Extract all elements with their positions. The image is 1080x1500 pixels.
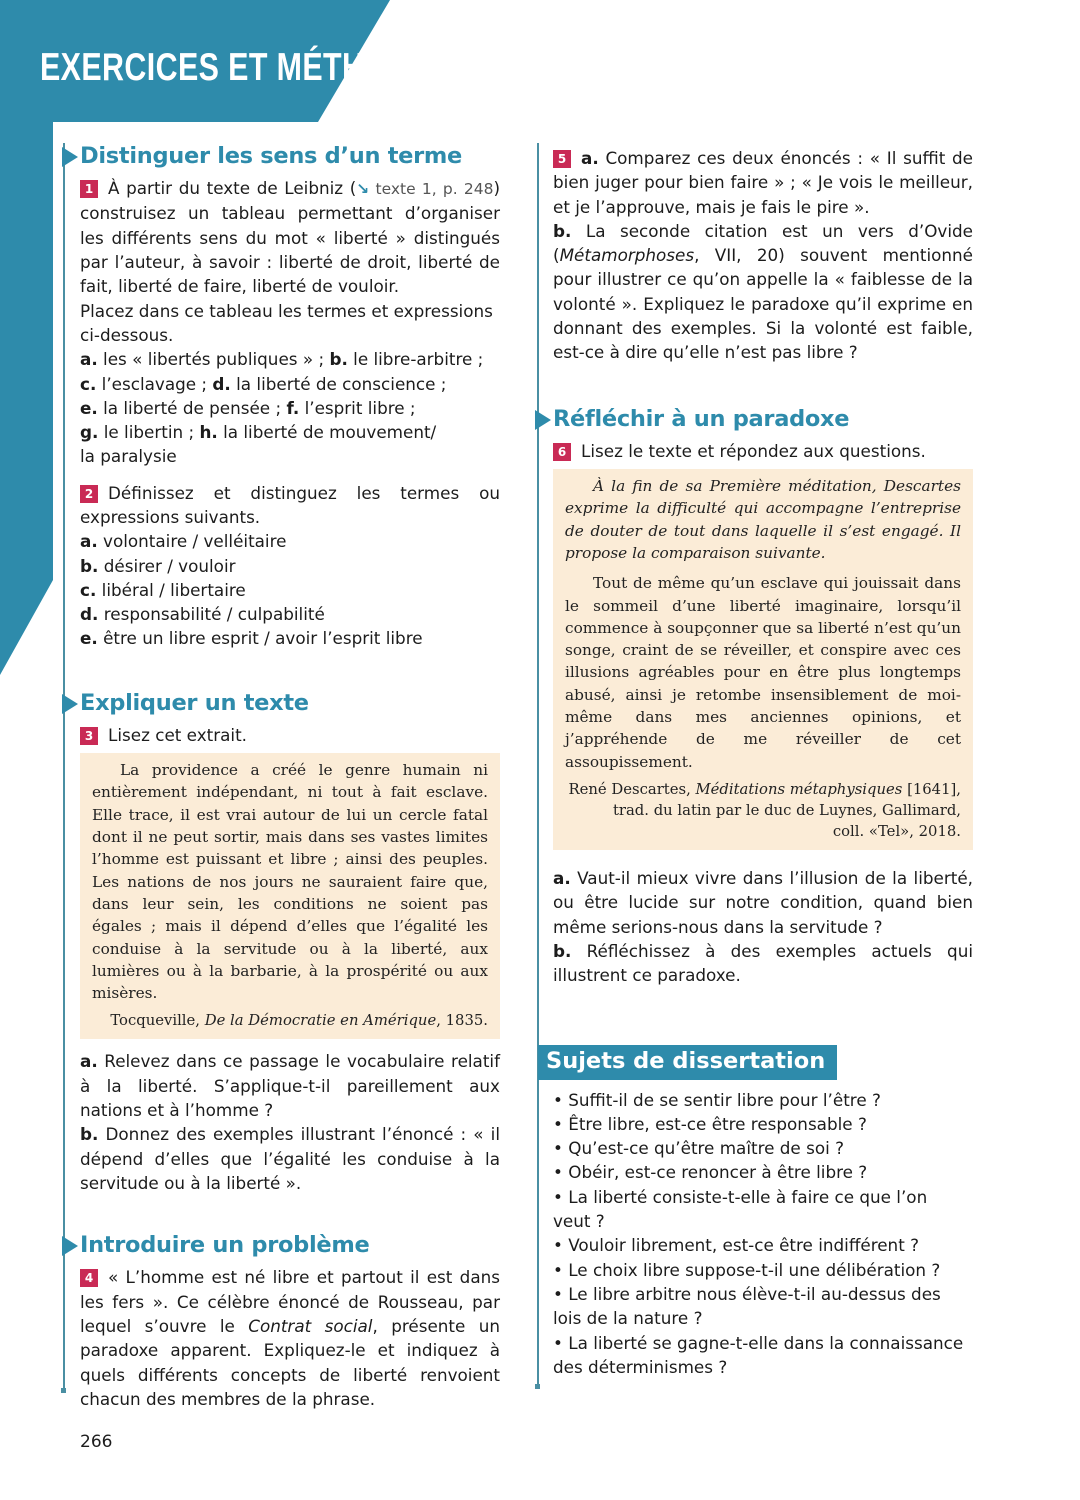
list-line: la paralysie: [80, 446, 177, 467]
exercise-2: 2 Définissez et distinguez les termes ou expressions suivants.: [80, 482, 500, 527]
list-item: • Le choix libre suppose-t-il une délibération ?: [553, 1259, 941, 1280]
dissertation-heading: Sujets de dissertation: [538, 1045, 837, 1079]
triangle-marker-icon: [535, 410, 551, 430]
question-a: a. Relevez dans ce passage le vocabulaire relatif à la liberté. S’applique-t-il pareillement aux nations et à l’homme ?: [80, 1051, 500, 1121]
exercise-number: 6: [553, 443, 571, 461]
page-title: EXERCICES ET MÉTHODES: [40, 46, 453, 89]
list-line: b. désirer / vouloir: [80, 555, 236, 576]
list-line: d. responsabilité / culpabilité: [80, 604, 325, 625]
rule-end-dot: [61, 1388, 66, 1393]
list-item: • La liberté consiste-t-elle à faire ce que l’on veut ?: [553, 1186, 928, 1232]
exercise-1-list: [80, 347, 500, 468]
list-line: e. la liberté de pensée ; f. l’esprit libre ;: [80, 397, 416, 418]
quote-source: Tocqueville, De la Démocratie en Amérique, 1835.: [110, 1012, 488, 1030]
triangle-marker-icon: [62, 1236, 78, 1256]
quote-box: [80, 753, 500, 1039]
exercise-1-instruction: Placez dans ce tableau les termes et expressions ci-dessous.: [80, 300, 493, 345]
exercise-5-a: 5 a. Comparez ces deux énoncés : « Il suffit de bien juger pour bien faire » ; « Je vois le meilleur, et je l’approuve, mais je fais le pire ».: [553, 148, 973, 217]
exercise-number: 5: [553, 150, 571, 168]
right-column: [546, 146, 973, 1379]
quote-box: [553, 469, 973, 850]
left-column: [80, 142, 500, 1411]
exercise-6: 6 Lisez le texte et répondez aux questions.: [553, 439, 973, 463]
list-item: • Être libre, est-ce être responsable ?: [553, 1113, 867, 1134]
exercise-number: 4: [80, 1269, 98, 1287]
triangle-marker-icon: [62, 694, 78, 714]
list-item: • Obéir, est-ce renoncer à être libre ?: [553, 1162, 868, 1183]
page-number: 266: [80, 1432, 113, 1452]
list-line: e. être un libre esprit / avoir l’esprit libre: [80, 628, 423, 649]
exercise-number: 1: [80, 180, 98, 198]
question-b: b. Donnez des exemples illustrant l’énoncé : « il dépend d’elles que l’égalité les conduise à la servitude ou à la liberté ».: [80, 1124, 500, 1193]
arrow-down-right-icon: ↘: [356, 180, 370, 199]
exercise-4: 4 « L’homme est né libre et partout il est dans les fers ». Ce célèbre énoncé de Rousseau, par lequel s’ouvre le Contrat social, présente un paradoxe apparent. Expliquez-le et indiquez à quels différents concepts de liberté renvoient chacun des membres de la phrase.: [80, 1267, 500, 1409]
list-line: a. volontaire / velléitaire: [80, 531, 287, 552]
quote-intro: À la fin de sa Première méditation, Descartes exprime la difficulté qui accompagne l’entreprise de douter de tout dans laquelle il s’est engagé. Il propose la comparaison suivante.: [565, 477, 961, 562]
right-column-rule: [537, 143, 539, 1388]
question-a: a. Vaut-il mieux vivre dans l’illusion de la liberté, ou être lucide sur notre condition, quand bien même serions-nous dans la servitude ?: [553, 867, 973, 937]
left-column-rule: [63, 143, 65, 1391]
quote-text: La providence a créé le genre humain ni entièrement indépendant, ni tout à fait esclave. Elle trace, il est vrai autour de lui un cercle fatal dont il ne peut sortir, mais dans ses vastes limites l’homme est puissant et libre ; ainsi des peuples. Les nations de nos jours ne sauraient faire que, dans leur sein, les conditions ne soient pas égales ; mais il dépend d’elles que l’égalité les conduise à la servitude ou à la liberté, aux lumières ou à la barbarie, à la prospérité ou aux misères.: [92, 761, 488, 1003]
list-line: a. les « libertés publiques » ; b. le libre-arbitre ;: [80, 349, 484, 370]
list-item: • Vouloir librement, est-ce être indifférent ?: [553, 1235, 920, 1256]
cross-reference-link[interactable]: ↘ texte 1, p. 248: [356, 180, 494, 199]
dissertation-list: [553, 1088, 973, 1380]
exercise-5-b: b. La seconde citation est un vers d’Ovide (Métamorphoses, VII, 20) souvent mentionné pour illustrer ce qu’on appelle la « faiblesse de la volonté ». Expliquez le paradoxe qu’il exprime en donnant des exemples. Si la volonté est faible, est-ce à dire qu’elle n’est pas libre ?: [553, 220, 973, 363]
list-item: • La liberté se gagne-t-elle dans la connaissance des déterminismes ?: [553, 1332, 964, 1377]
list-item: • Qu’est-ce qu’être maître de soi ?: [553, 1138, 845, 1159]
list-item: • Suffit-il de se sentir libre pour l’être ?: [553, 1089, 881, 1110]
quote-source: René Descartes, Méditations métaphysiques [1641], trad. du latin par le duc de Luynes, Gallimard, coll. «Tel», 2018.: [568, 780, 961, 840]
rule-end-dot: [535, 1384, 540, 1389]
section-heading: Introduire un problème: [80, 1231, 500, 1259]
exercise-3: 3 Lisez cet extrait.: [80, 723, 500, 747]
list-line: g. le libertin ; h. la liberté de mouvement/: [80, 422, 437, 443]
section-heading: Réfléchir à un paradoxe: [553, 405, 973, 433]
quote-text: Tout de même qu’un esclave qui jouissait dans le sommeil d’une liberté imaginaire, lorsqu’il commence à soupçonner que sa liberté n’est qu’un songe, craint de se réveiller, et conspire avec ces illusions agréables pour en être plus longtemps abusé, ainsi je retombe insensiblement de moi-même dans mes anciennes opinions, et j’appréhende de me réveiller de cet assoupissement.: [565, 574, 961, 771]
triangle-marker-icon: [62, 147, 78, 167]
exercise-number: 3: [80, 727, 98, 745]
question-b: b. Réfléchissez à des exemples actuels qui illustrent ce paradoxe.: [553, 940, 973, 986]
section-heading: Distinguer les sens d’un terme: [80, 142, 500, 170]
list-line: c. libéral / libertaire: [80, 579, 246, 600]
exercise-1: 1 À partir du texte de Leibniz (↘ texte 1, p. 248) construisez un tableau permettant d’organiser les différents sens du mot « liberté » distingués par l’auteur, à savoir : liberté de droit, liberté de fait, liberté de faire, liberté de vouloir.: [80, 178, 500, 297]
section-heading: Expliquer un texte: [80, 689, 500, 717]
list-line: c. l’esclavage ; d. la liberté de conscience ;: [80, 373, 447, 394]
exercise-number: 2: [80, 485, 98, 503]
list-item: • Le libre arbitre nous élève-t-il au-dessus des lois de la nature ?: [553, 1283, 941, 1329]
exercise-2-list: [80, 529, 500, 650]
